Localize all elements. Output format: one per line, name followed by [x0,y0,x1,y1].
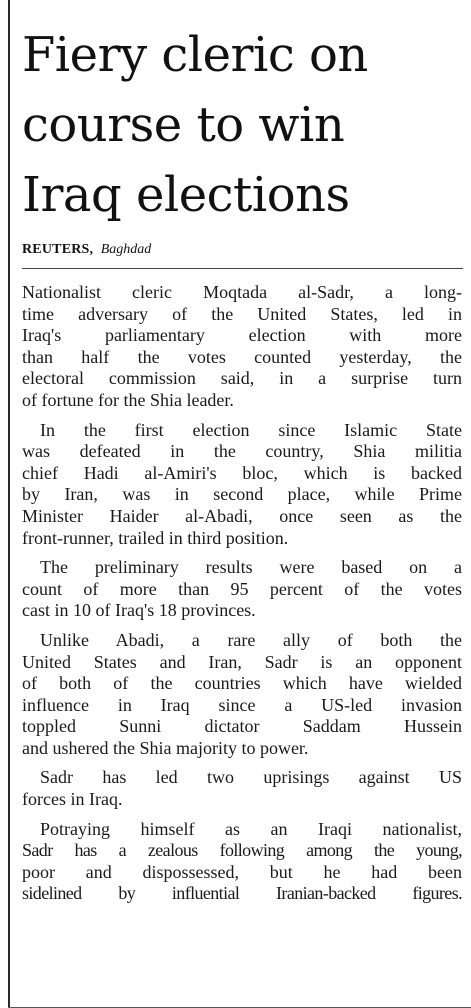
article-paragraph [22,630,462,760]
article-paragraph [22,420,462,550]
article-paragraph [22,282,462,412]
text-line: Sadr has a zealous following among the young, [22,840,462,861]
text-line: front-runner, trailed in third position. [22,527,289,548]
article-paragraph [22,819,462,905]
text-line: Minister Haider al-Abadi, once seen as the [22,505,462,526]
headline-line: course to win [22,97,345,153]
text-line: sidelined by influential Iranian-backed figures. [22,883,462,904]
text-line: Sadr has led two uprisings against US [40,767,462,788]
text-line: of both of the countries which have wielded [22,673,462,694]
text-line: In the first election since Islamic State [40,419,462,440]
text-line: Iraq's parliamentary election with more [22,325,462,346]
text-line: Potraying himself as an Iraqi nationalist, [40,818,462,839]
text-line: time adversary of the United States, led in [22,303,462,324]
article-body [22,282,462,913]
text-line: forces in Iraq. [22,789,123,810]
text-line: than half the votes counted yesterday, the [22,346,462,367]
text-line: Unlike Abadi, a rare ally of both the [40,629,462,650]
byline-divider [22,268,463,269]
byline-dateline: Baghdad [100,242,152,257]
text-line: United States and Iran, Sadr is an opponent [22,651,462,672]
headline [22,20,462,230]
headline-line: Fiery cleric on [22,27,368,83]
text-line: count of more than 95 percent of the votes [22,578,462,599]
article-paragraph [22,557,462,622]
text-line: and ushered the Shia majority to power. [22,737,309,758]
text-line: poor and dispossessed, but he had been [22,861,462,882]
text-line: electoral commission said, in a surprise turn [22,368,462,389]
text-line: The preliminary results were based on a [40,557,462,578]
text-line: toppled Sunni dictator Saddam Hussein [22,716,462,737]
article-paragraph [22,767,462,810]
text-line: chief Hadi al-Amiri's bloc, which is backed [22,462,462,483]
text-line: of fortune for the Shia leader. [22,389,234,410]
text-line: by Iran, was in second place, while Prime [22,484,462,505]
headline-line: Iraq elections [22,167,350,223]
byline-agency: REUTERS, [22,242,94,257]
text-line: Nationalist cleric Moqtada al-Sadr, a long- [22,282,462,302]
text-line: influence in Iraq since a US-led invasion [22,694,462,715]
column-rule-left [8,0,10,1008]
byline [22,242,151,258]
text-line: cast in 10 of Iraq's 18 provinces. [22,600,256,621]
text-line: was defeated in the country, Shia militia [22,441,462,462]
